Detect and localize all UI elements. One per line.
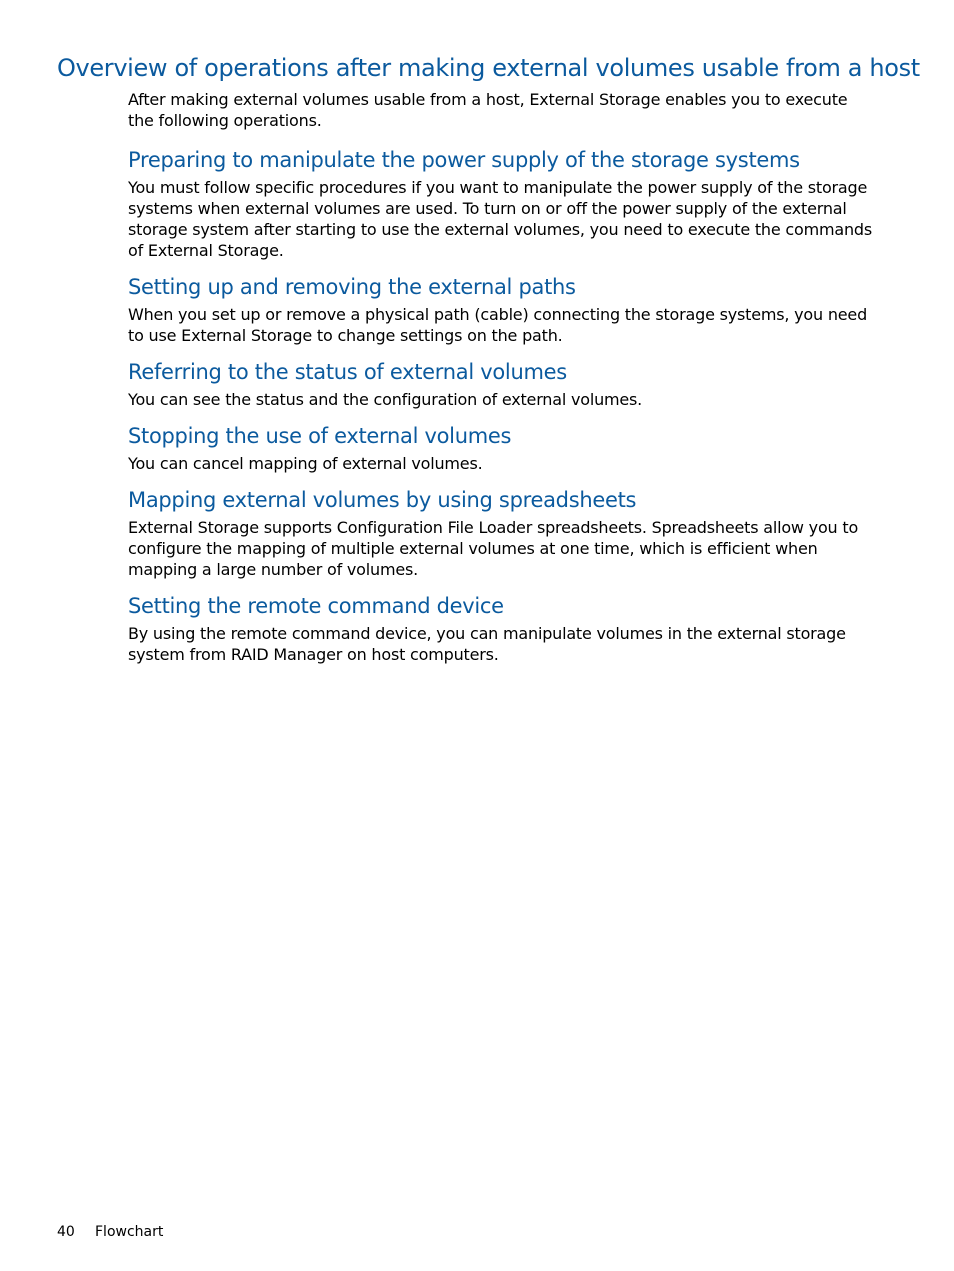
section-heading: Referring to the status of external volumes — [128, 360, 567, 384]
section-external-paths — [128, 273, 873, 346]
section-body: You can see the status and the configuration of external volumes. — [128, 390, 643, 409]
section-body: You can cancel mapping of external volumes. — [128, 454, 483, 473]
section-heading: Stopping the use of external volumes — [128, 424, 512, 448]
section-remote-command-device — [128, 592, 873, 665]
section-spreadsheets — [128, 486, 873, 580]
page-title: Overview of operations after making external volumes usable from a host — [57, 54, 920, 82]
section-heading: Setting up and removing the external paths — [128, 275, 576, 299]
section-heading: Preparing to manipulate the power supply of the storage systems — [128, 148, 800, 172]
section-heading: Setting the remote command device — [128, 594, 504, 618]
page-number: 40 — [57, 1224, 75, 1240]
page-footer — [57, 1222, 163, 1242]
section-heading: Mapping external volumes by using spreadsheets — [128, 488, 637, 512]
intro-paragraph: After making external volumes usable from a host, External Storage enables you to execute the following operations. — [128, 90, 848, 130]
section-body: External Storage supports Configuration File Loader spreadsheets. Spreadsheets allow you to configure the mapping of multiple external volumes at one time, which is efficient when mapping a large number of volumes. — [128, 518, 859, 579]
section-power-supply — [128, 146, 873, 261]
section-stopping-use — [128, 422, 873, 474]
section-volume-status — [128, 358, 873, 410]
page-content — [128, 89, 873, 665]
section-body: When you set up or remove a physical path (cable) connecting the storage systems, you need to use External Storage to change settings on the path. — [128, 305, 868, 345]
section-body: By using the remote command device, you can manipulate volumes in the external storage system from RAID Manager on host computers. — [128, 624, 846, 664]
section-body: You must follow specific procedures if you want to manipulate the power supply of the storage systems when external volumes are used. To turn on or off the power supply of the external storage system after starting to use the external volumes, you need to execute the commands of External Storage. — [128, 178, 872, 260]
footer-label: Flowchart — [95, 1224, 164, 1240]
